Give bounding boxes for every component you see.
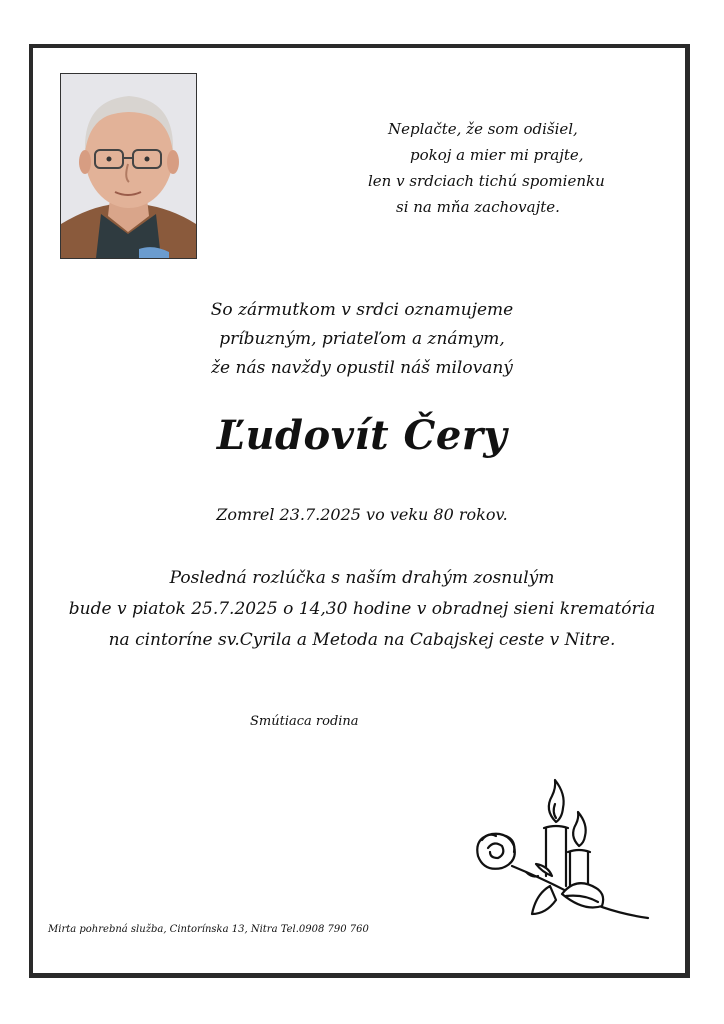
funeral-line: bude v piatok 25.7.2025 o 14,30 hodine v obradnej sieni krematória: [68, 599, 656, 619]
candles-rose-icon: [466, 776, 656, 936]
announcement-line: že nás navždy opustil náš milovaný: [211, 358, 513, 378]
funeral-details: [0, 563, 724, 656]
poem-line: si na mňa zachovajte.: [396, 198, 560, 216]
deceased-name: Ľudovít Čery: [216, 412, 508, 459]
portrait-photo: [60, 73, 197, 259]
poem-line: Neplačte, že som odišiel,: [388, 120, 578, 138]
funeral-line: na cintoríne sv.Cyrila a Metoda na Cabajskej ceste v Nitre.: [108, 630, 616, 650]
poem-line: pokoj a mier mi prajte,: [410, 146, 584, 164]
family-signature: Smútiaca rodina: [250, 714, 359, 729]
poem-line: len v srdciach tichú spomienku: [368, 172, 605, 190]
announcement-line: So zármutkom v srdci oznamujeme: [210, 300, 514, 320]
death-info: Zomrel 23.7.2025 vo veku 80 rokov.: [216, 505, 508, 524]
announcement: [0, 296, 724, 383]
announcement-line: príbuzným, priateľom a známym,: [219, 329, 505, 349]
funeral-service-footer: Mirta pohrebná služba, Cintorínska 13, Nitra Tel.0908 790 760: [48, 924, 369, 935]
memorial-poem: [300, 116, 660, 220]
funeral-line: Posledná rozlúčka s naším drahým zosnulým: [169, 568, 555, 588]
